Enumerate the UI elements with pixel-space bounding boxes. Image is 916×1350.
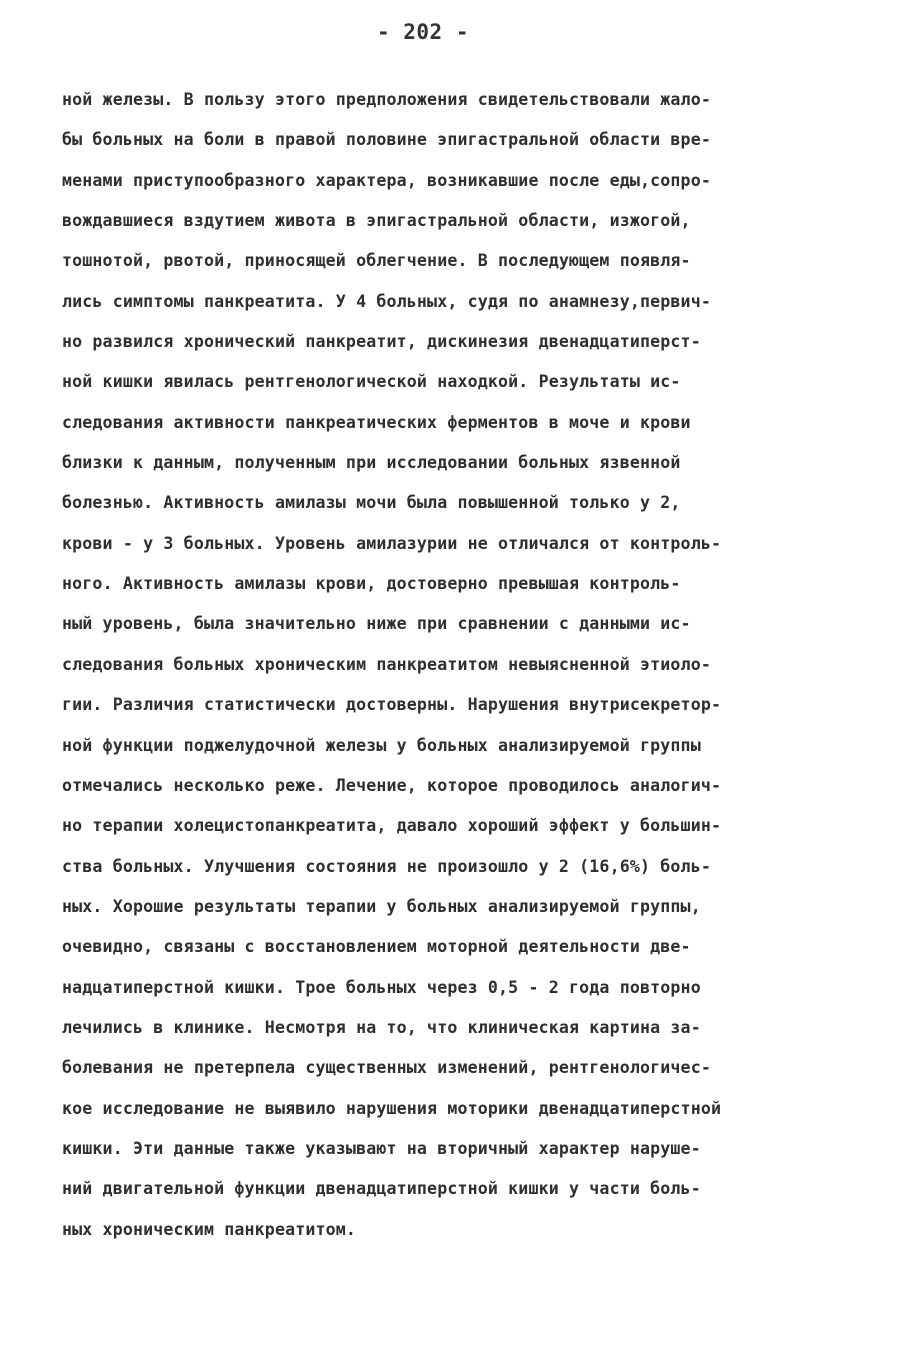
text-line: ный уровень, была значительно ниже при сравнении с данными ис- [62, 614, 691, 634]
text-line: следования больных хроническим панкреатитом невыясненной этиоло- [62, 654, 711, 674]
text-line: менами приступообразного характера, возникавшие после еды,сопро- [62, 170, 711, 190]
text-line: ний двигательной функции двенадцатиперстной кишки у части боль- [62, 1179, 701, 1199]
text-line: болевания не претерпела существенных изменений, рентгенологичес- [62, 1058, 711, 1078]
text-line: очевидно, связаны с восстановлением моторной деятельности две- [62, 937, 691, 957]
text-line: болезнью. Активность амилазы мочи была повышенной только у 2, [62, 493, 681, 513]
text-line: кое исследование не выявило нарушения моторики двенадцатиперстной [62, 1098, 722, 1118]
text-line: но терапии холецистопанкреатита, давало хороший эффект у большин- [62, 816, 722, 836]
text-line: надцатиперстной кишки. Трое больных через 0,5 - 2 года повторно [62, 977, 701, 997]
text-line: следования активности панкреатических ферментов в моче и крови [62, 412, 691, 432]
text-line: ной функции поджелудочной железы у больных анализируемой группы [62, 735, 701, 755]
text-line: лечились в клинике. Несмотря на то, что клиническая картина за- [62, 1017, 701, 1037]
text-line: но развился хронический панкреатит, дискинезия двенадцатиперст- [62, 332, 701, 352]
text-line: лись симптомы панкреатита. У 4 больных, судя по анамнезу,первич- [62, 291, 711, 311]
text-line: отмечались несколько реже. Лечение, которое проводилось аналогич- [62, 775, 722, 795]
text-line: ной кишки явилась рентгенологической находкой. Результаты ис- [62, 372, 681, 392]
body-text [62, 80, 862, 1250]
text-line: ства больных. Улучшения состояния не произошло у 2 (16,6%) боль- [62, 856, 711, 876]
page-number: - 202 - [376, 20, 469, 44]
text-line: ной железы. В пользу этого предположения свидетельствовали жало- [62, 90, 711, 109]
text-line: кишки. Эти данные также указывают на вторичный характер наруше- [62, 1138, 701, 1158]
text-line: бы больных на боли в правой половине эпигастральной области вре- [62, 130, 711, 150]
text-line: ных хроническим панкреатитом. [62, 1219, 357, 1239]
text-line: близки к данным, полученным при исследовании больных язвенной [62, 453, 681, 473]
text-line: тошнотой, рвотой, приносящей облегчение. В последующем появля- [62, 251, 691, 271]
text-line: вождавшиеся вздутием живота в эпигастральной области, изжогой, [62, 211, 691, 231]
text-line: крови - у 3 больных. Уровень амилазурии не отличался от контроль- [62, 533, 722, 553]
text-line: гии. Различия статистически достоверны. Нарушения внутрисекретор- [62, 695, 722, 715]
text-line: ного. Активность амилазы крови, достоверно превышая контроль- [62, 574, 681, 594]
text-line: ных. Хорошие результаты терапии у больных анализируемой группы, [62, 896, 701, 916]
